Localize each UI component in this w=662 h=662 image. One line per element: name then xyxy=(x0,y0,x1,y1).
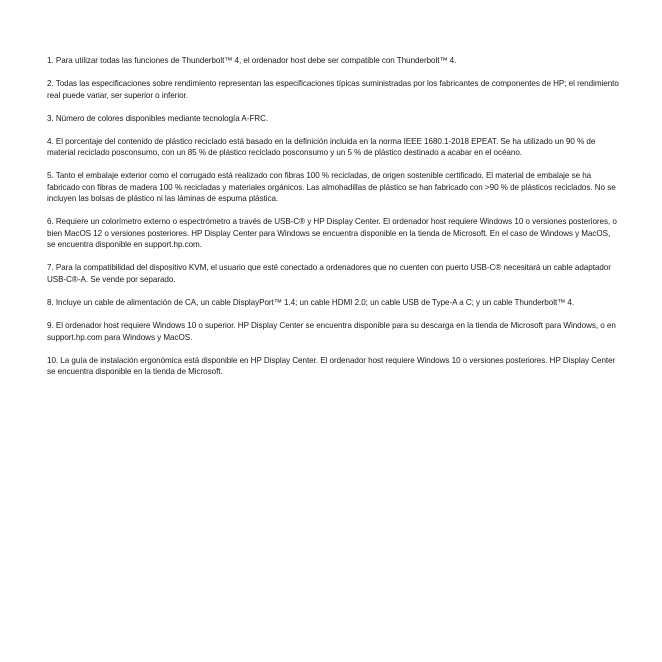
footnote-2: 2. Todas las especificaciones sobre rendimiento representan las especificaciones típicas suministradas por los fabricantes de componentes de HP; el rendimiento real puede variar, ser superior o inferior. xyxy=(47,78,619,100)
footnote-5: 5. Tanto el embalaje exterior como el corrugado está realizado con fibras 100 % recicladas, de origen sostenible certificado. El material de embalaje se ha fabricado con fibras de madera 100 % recicladas y materiales orgánicos. Las almohadillas de plástico se han fabricado con >90 % de plásticos reciclados. No se incluyen las bolsas de plástico ni las láminas de espuma plástica. xyxy=(47,171,616,204)
footnote-9: 9. El ordenador host requiere Windows 10 o superior. HP Display Center se encuentra disponible para su descarga en la tienda de Microsoft para Windows, o en support.hp.com para Windows y MacOS. xyxy=(47,321,616,342)
footnote-4: 4. El porcentaje del contenido de plástico reciclado está basado en la definición incluida en la norma IEEE 1680.1-2018 EPEAT. Se ha utilizado un 90 % de material reciclado posconsumo, con un 85 % de plástico reciclado posconsumo y un 5 % de plástico destinado a acabar en el océano. xyxy=(47,136,596,158)
footnote-8: 8. Incluye un cable de alimentación de CA, un cable DisplayPort™ 1.4; un cable HDMI 2.0; un cable USB de Type-A a C; y un cable Thunderbolt™ 4. xyxy=(47,298,575,308)
footnote-7: 7. Para la compatibilidad del dispositivo KVM, el usuario que esté conectado a ordenadores que no cuenten con puerto USB-C® necesitará un cable adaptador USB-C®-A. Se vende por separado. xyxy=(47,263,611,285)
footnote-1: 1. Para utilizar todas las funciones de Thunderbolt™ 4, el ordenador host debe ser compatible con Thunderbolt™ 4. xyxy=(47,56,457,65)
footnote-3: 3. Número de colores disponibles mediante tecnología A-FRC. xyxy=(47,113,269,123)
footnote-6: 6. Requiere un colorímetro externo o espectrómetro a través de USB-C® y HP Display Center. El ordenador host requiere Windows 10 o versiones posteriores, o bien MacOS 12 o versiones posteriores. HP Display Center para Windows se encuentra disponible en la tienda de Microsoft. En el caso de Windows y MacOS, se encuentra disponible en support.hp.com. xyxy=(47,217,617,250)
footnote-10: 10. La guía de instalación ergonómica está disponible en HP Display Center. El ordenador host requiere Windows 10 o versiones posteriores. HP Display Center se encuentra disponible en la tienda de Microsoft. xyxy=(47,355,616,377)
footnotes-section xyxy=(47,55,619,389)
